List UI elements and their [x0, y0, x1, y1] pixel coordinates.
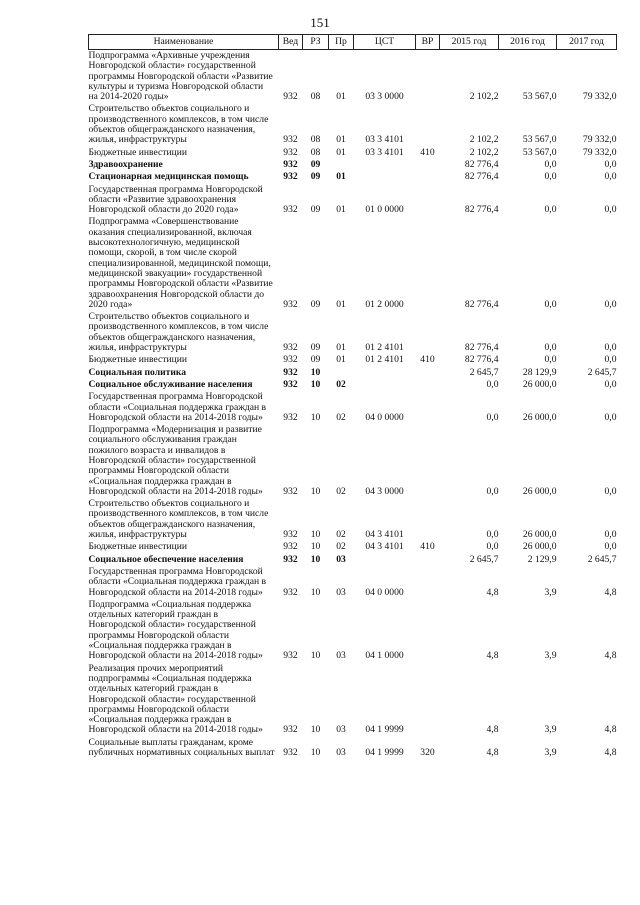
row-2017: 0,0 — [604, 158, 617, 170]
row-2017: 0,0 — [604, 298, 617, 310]
row-name: Строительство объектов социального и производственного комплексов, в том числе объектов общегражданского назначения, жилья, инфраструктуры — [88, 498, 269, 541]
row-2017: 4,8 — [604, 650, 617, 662]
row-2016: 0,0 — [544, 298, 557, 310]
row-2017: 0,0 — [604, 378, 617, 390]
row-name: Государственная программа Новгородской области «Социальная поддержка граждан в Новгородской области на 2014-2018 годы» — [88, 391, 267, 423]
row-2015: 2 102,2 — [469, 91, 499, 103]
row-cst: 03 3 0000 — [365, 91, 404, 103]
table-row — [89, 599, 617, 663]
row-2015: 0,0 — [486, 529, 499, 541]
row-name: Социальные выплаты гражданам, кроме публичных нормативных социальных выплат — [88, 736, 275, 758]
row-vr — [416, 391, 440, 424]
row-vr — [416, 367, 440, 379]
row-pr: 03 — [336, 553, 346, 565]
row-ved: 932 — [283, 529, 298, 541]
row-rz: 10 — [310, 378, 321, 390]
row-2015: 0,0 — [486, 411, 499, 423]
row-2015: 2 645,7 — [469, 366, 499, 378]
row-cst: 01 2 4101 — [365, 342, 404, 354]
row-vr: 410 — [420, 146, 435, 158]
row-2017: 0,0 — [604, 529, 617, 541]
row-2017: 79 332,0 — [582, 146, 617, 158]
row-2015: 4,8 — [486, 586, 499, 598]
row-ved: 932 — [283, 553, 298, 565]
row-name: Подпрограмма «Совершенствование оказания специализированной, включая высокотехнологичную, медицинской помощи, скорой, в том числе скорой специализированной, медицинской помощи, медицинской эвакуации» государственной программы Новгородской области «Развитие здравоохранения Новгородской области до 2020 года» — [88, 216, 273, 310]
row-rz: 09 — [310, 204, 321, 216]
row-2016: 0,0 — [544, 342, 557, 354]
row-rz: 09 — [310, 342, 321, 354]
row-pr: 03 — [336, 586, 346, 598]
row-rz: 10 — [310, 411, 321, 423]
row-2016: 0,0 — [544, 354, 557, 366]
row-2016: 26 000,0 — [522, 529, 557, 541]
row-pr — [329, 367, 354, 379]
row-ved: 932 — [283, 541, 298, 553]
row-cst — [354, 554, 416, 566]
row-2017: 79 332,0 — [582, 91, 617, 103]
row-2016: 53 567,0 — [522, 146, 557, 158]
row-pr: 01 — [336, 298, 346, 310]
row-2016: 0,0 — [544, 204, 557, 216]
row-pr: 01 — [336, 354, 346, 366]
header-vr: ВР — [416, 35, 440, 50]
row-ved: 932 — [283, 411, 298, 423]
row-cst: 01 2 0000 — [365, 298, 404, 310]
row-pr: 02 — [336, 411, 346, 423]
table-body — [89, 50, 617, 760]
row-name: Бюджетные инвестиции — [88, 354, 187, 366]
row-2016: 3,9 — [544, 586, 557, 598]
row-2017: 0,0 — [604, 541, 617, 553]
row-cst: 04 1 9999 — [365, 724, 404, 736]
header-rz: РЗ — [303, 35, 329, 50]
table-row — [89, 424, 617, 498]
row-vr — [416, 311, 440, 354]
row-ved: 932 — [283, 298, 298, 310]
row-rz: 09 — [310, 354, 321, 366]
row-cst: 01 2 4101 — [365, 354, 404, 366]
table-row — [89, 737, 617, 760]
table-row — [89, 171, 617, 183]
row-vr — [416, 159, 440, 171]
table-row — [89, 103, 617, 146]
row-2016: 0,0 — [544, 171, 557, 183]
row-ved: 932 — [283, 91, 298, 103]
row-ved: 932 — [283, 134, 298, 146]
table-row — [89, 566, 617, 599]
row-2016: 26 000,0 — [522, 411, 557, 423]
row-pr: 02 — [336, 529, 346, 541]
row-2015: 2 102,2 — [469, 134, 499, 146]
row-2016: 53 567,0 — [522, 91, 557, 103]
row-2016: 0,0 — [544, 158, 557, 170]
row-vr — [416, 171, 440, 183]
row-pr: 01 — [336, 91, 346, 103]
row-pr: 03 — [336, 747, 346, 758]
row-pr: 03 — [336, 650, 346, 662]
table-row — [89, 379, 617, 391]
row-rz: 08 — [310, 146, 321, 158]
row-ved: 932 — [283, 342, 298, 354]
row-rz: 10 — [310, 586, 321, 598]
row-2017: 0,0 — [604, 485, 617, 497]
row-2017: 0,0 — [604, 204, 617, 216]
row-rz: 09 — [310, 171, 321, 183]
row-ved: 932 — [283, 378, 298, 390]
row-2015: 0,0 — [486, 541, 499, 553]
row-vr — [416, 554, 440, 566]
row-cst: 04 1 9999 — [365, 747, 404, 758]
row-2016: 53 567,0 — [522, 134, 557, 146]
table-row — [89, 216, 617, 311]
header-2017: 2017 год — [557, 35, 617, 50]
row-cst — [354, 159, 416, 171]
row-2017: 79 332,0 — [582, 134, 617, 146]
row-name: Здравоохранение — [88, 158, 163, 170]
row-pr: 02 — [336, 485, 346, 497]
row-2015: 82 776,4 — [464, 204, 499, 216]
row-vr — [416, 599, 440, 663]
row-name: Строительство объектов социального и производственного комплексов, в том числе объектов общегражданского назначения, жилья, инфраструктуры — [88, 103, 269, 146]
row-name: Социальное обеспечение населения — [88, 553, 244, 565]
row-2017: 0,0 — [604, 171, 617, 183]
row-2017: 0,0 — [604, 342, 617, 354]
table-row — [89, 184, 617, 217]
table-row — [89, 311, 617, 354]
table-row — [89, 663, 617, 737]
row-vr — [416, 663, 440, 737]
row-2017: 2 645,7 — [587, 553, 617, 565]
table-row — [89, 354, 617, 366]
row-2017: 4,8 — [604, 724, 617, 736]
row-2015: 4,8 — [486, 650, 499, 662]
row-rz: 10 — [310, 747, 321, 758]
row-2016: 3,9 — [544, 650, 557, 662]
row-ved: 932 — [283, 171, 298, 183]
row-pr — [329, 159, 354, 171]
header-ved: Вед — [279, 35, 303, 50]
table-row — [89, 498, 617, 541]
row-cst — [354, 171, 416, 183]
header-name: Наименование — [89, 35, 279, 50]
row-rz: 08 — [310, 134, 321, 146]
row-rz: 10 — [310, 724, 321, 736]
row-2015: 0,0 — [486, 378, 499, 390]
row-ved: 932 — [283, 158, 298, 170]
row-name: Государственная программа Новгородской области «Развитие здравоохранения Новгородской области до 2020 года» — [88, 183, 263, 216]
row-2016: 2 129,9 — [527, 553, 557, 565]
row-2017: 4,8 — [604, 747, 617, 758]
row-2015: 82 776,4 — [464, 354, 499, 366]
row-2016: 28 129,9 — [522, 366, 557, 378]
row-name: Подпрограмма «Модернизация и развитие социального обслуживания граждан пожилого возраста и инвалидов в Новгородской области» государственной программы Новгородской области «Социальная поддержка граждан в Новгородской области на 2014-2018 годы» — [88, 424, 263, 497]
row-name: Подпрограмма «Архивные учреждения Новгородской области» государственной программы Новгородской области «Развитие культуры и туризма Новгородской области на 2014-2020 годы» — [88, 50, 273, 103]
row-pr: 01 — [336, 134, 346, 146]
table-row — [89, 391, 617, 424]
table-row — [89, 554, 617, 566]
row-name: Социальное обслуживание населения — [88, 378, 253, 390]
row-cst: 04 1 0000 — [365, 650, 404, 662]
row-cst: 04 3 4101 — [365, 529, 404, 541]
table-row — [89, 367, 617, 379]
row-name: Бюджетные инвестиции — [88, 146, 187, 158]
row-2015: 2 645,7 — [469, 553, 499, 565]
row-pr: 02 — [336, 378, 346, 390]
budget-table — [88, 34, 617, 759]
row-2016: 3,9 — [544, 747, 557, 758]
row-2017: 0,0 — [604, 354, 617, 366]
row-2015: 2 102,2 — [469, 146, 499, 158]
row-pr: 01 — [336, 146, 346, 158]
row-cst: 01 0 0000 — [365, 204, 404, 216]
row-cst: 04 3 4101 — [365, 541, 404, 553]
row-rz: 10 — [310, 553, 321, 565]
row-ved: 932 — [283, 366, 298, 378]
row-ved: 932 — [283, 747, 298, 758]
row-name: Бюджетные инвестиции — [88, 541, 187, 553]
row-2016: 26 000,0 — [522, 541, 557, 553]
row-vr — [416, 184, 440, 217]
row-name: Государственная программа Новгородской области «Социальная поддержка граждан в Новгородской области на 2014-2018 годы» — [88, 565, 267, 598]
row-2016: 26 000,0 — [522, 378, 557, 390]
row-vr — [416, 498, 440, 541]
header-2015: 2015 год — [440, 35, 499, 50]
row-ved: 932 — [283, 650, 298, 662]
row-ved: 932 — [283, 586, 298, 598]
row-cst: 04 0 0000 — [365, 586, 404, 598]
row-pr: 01 — [336, 204, 346, 216]
row-rz: 10 — [310, 366, 321, 378]
row-cst: 03 3 4101 — [365, 134, 404, 146]
row-name: Стационарная медицинская помощь — [88, 171, 249, 183]
row-vr — [416, 50, 440, 104]
row-cst: 03 3 4101 — [365, 146, 404, 158]
row-ved: 932 — [283, 724, 298, 736]
row-vr — [416, 216, 440, 311]
row-vr: 320 — [420, 747, 435, 758]
header-pr: Пр — [329, 35, 354, 50]
row-2015: 82 776,4 — [464, 342, 499, 354]
row-ved: 932 — [283, 204, 298, 216]
row-name: Реализация прочих мероприятий подпрограммы «Социальная поддержка отдельных категорий граждан в Новгородской области» государственной программы Новгородской области «Социальная поддержка граждан в Новгородской области на 2014-2018 годы» — [88, 662, 263, 736]
row-vr: 410 — [420, 354, 435, 366]
row-rz: 10 — [310, 541, 321, 553]
row-pr: 01 — [336, 171, 346, 183]
table-row — [89, 50, 617, 104]
row-pr: 01 — [336, 342, 346, 354]
row-name: Подпрограмма «Социальная поддержка отдельных категорий граждан в Новгородской области» государственной программы Новгородской области «Социальная поддержка граждан в Новгородской области на 2014-2018 годы» — [88, 598, 263, 662]
row-pr: 03 — [336, 724, 346, 736]
table-header — [89, 35, 617, 50]
row-rz: 10 — [310, 650, 321, 662]
row-2015: 82 776,4 — [464, 171, 499, 183]
row-2015: 0,0 — [486, 485, 499, 497]
row-cst — [354, 367, 416, 379]
row-pr: 02 — [336, 541, 346, 553]
row-cst — [354, 379, 416, 391]
row-vr — [416, 424, 440, 498]
header-cst: ЦСТ — [354, 35, 416, 50]
row-rz: 08 — [310, 91, 321, 103]
row-2016: 3,9 — [544, 724, 557, 736]
row-cst: 04 0 0000 — [365, 411, 404, 423]
row-2017: 2 645,7 — [587, 366, 617, 378]
row-2017: 0,0 — [604, 411, 617, 423]
row-2015: 4,8 — [486, 747, 499, 758]
row-2016: 26 000,0 — [522, 485, 557, 497]
row-vr — [416, 566, 440, 599]
table-row — [89, 541, 617, 553]
row-2015: 82 776,4 — [464, 298, 499, 310]
row-2017: 4,8 — [604, 586, 617, 598]
row-ved: 932 — [283, 354, 298, 366]
row-rz: 10 — [310, 529, 321, 541]
row-vr — [416, 103, 440, 146]
row-2015: 4,8 — [486, 724, 499, 736]
page-number: 151 — [310, 15, 330, 30]
row-vr: 410 — [420, 541, 435, 553]
row-rz: 10 — [310, 485, 321, 497]
row-rz: 09 — [310, 158, 321, 170]
row-ved: 932 — [283, 485, 298, 497]
row-cst: 04 3 0000 — [365, 485, 404, 497]
header-2016: 2016 год — [499, 35, 557, 50]
row-name: Социальная политика — [88, 366, 187, 378]
row-rz: 09 — [310, 298, 321, 310]
table-row — [89, 159, 617, 171]
row-ved: 932 — [283, 146, 298, 158]
row-2015: 82 776,4 — [464, 158, 499, 170]
row-vr — [416, 379, 440, 391]
table-row — [89, 147, 617, 159]
row-name: Строительство объектов социального и производственного комплексов, в том числе объектов общегражданского назначения, жилья, инфраструктуры — [88, 311, 269, 354]
